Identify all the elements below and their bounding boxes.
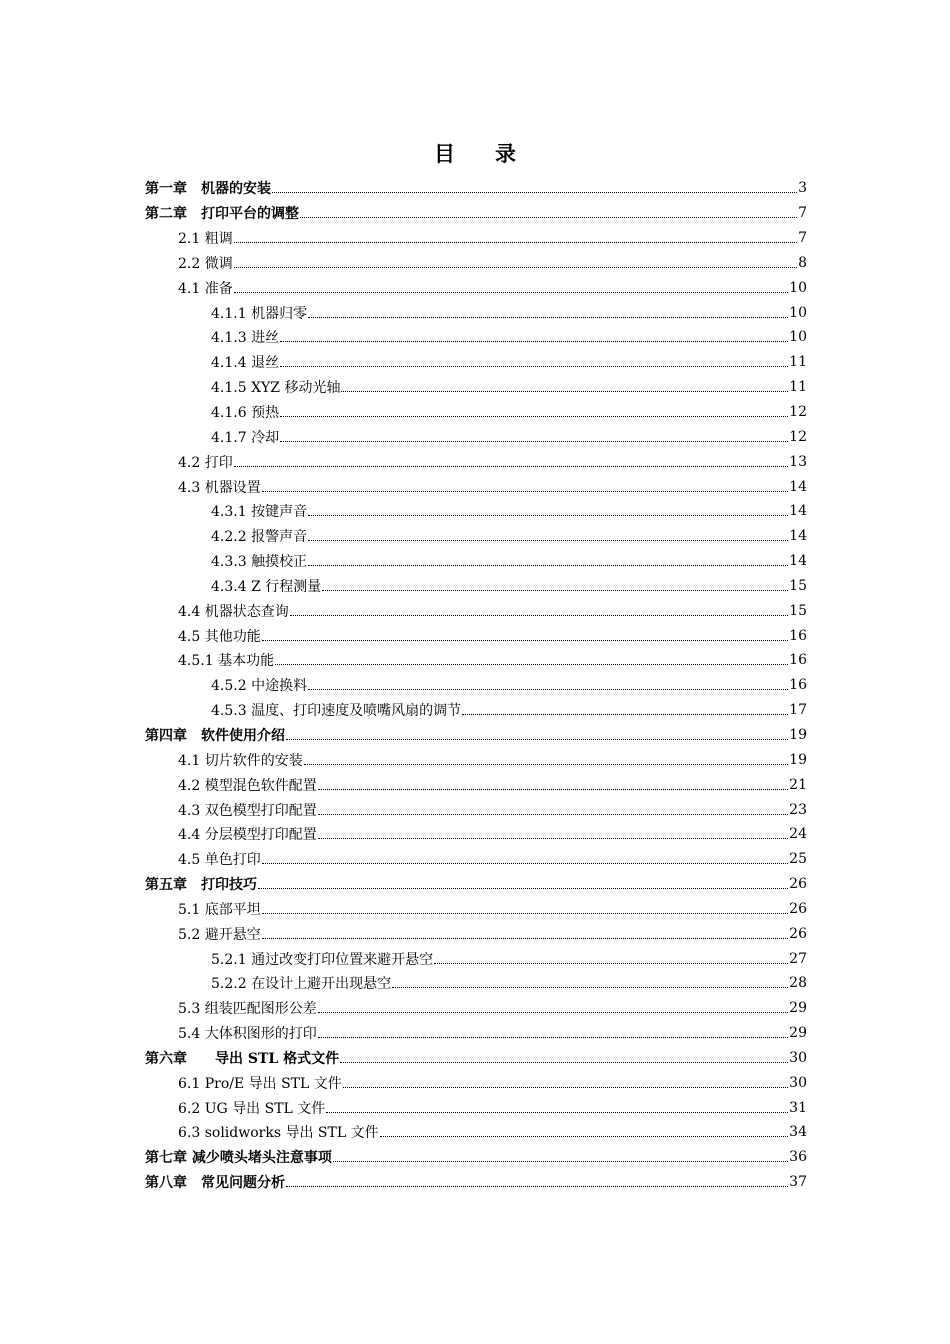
toc-entry-text: 第五章 打印技巧: [145, 877, 257, 894]
toc-entry[interactable]: [145, 1120, 807, 1145]
toc-entry-text: 4.1 准备: [178, 280, 233, 297]
toc-entry[interactable]: [145, 424, 807, 449]
toc-dot-leader: [272, 191, 797, 193]
toc-entry-text: 4.5 其他功能: [178, 628, 261, 645]
toc-dot-leader: [318, 813, 788, 815]
toc-dot-leader: [262, 937, 788, 939]
toc-entry-text: 4.4 分层模型打印配置: [178, 827, 317, 844]
toc-entry-text: 4.5.2 中途换料: [211, 678, 308, 695]
toc-entry-page-number: 16: [789, 652, 807, 669]
toc-entry-text: 4.5 单色打印: [178, 852, 261, 869]
toc-dot-leader: [234, 241, 797, 243]
toc-entry-text: 5.3 组装匹配图形公差: [178, 1001, 317, 1018]
toc-entry-page-number: 19: [789, 726, 807, 743]
toc-entry[interactable]: [145, 1170, 807, 1195]
toc-entry-text: 4.3 双色模型打印配置: [178, 802, 317, 819]
toc-dot-leader: [308, 514, 788, 516]
toc-entry-page-number: 24: [789, 826, 807, 843]
toc-entry-page-number: 26: [789, 900, 807, 917]
toc-entry-page-number: 12: [789, 428, 807, 445]
toc-entry-page-number: 29: [789, 1000, 807, 1017]
toc-dot-leader: [286, 738, 788, 740]
toc-entry-page-number: 26: [789, 876, 807, 893]
toc-entry-page-number: 14: [789, 553, 807, 570]
toc-entry-page-number: 11: [789, 379, 807, 396]
toc-entry[interactable]: [145, 549, 807, 574]
toc-dot-leader: [280, 440, 788, 442]
toc-dot-leader: [318, 788, 788, 790]
toc-entry-page-number: 12: [789, 404, 807, 421]
toc-title-char-2: 录: [495, 141, 516, 166]
toc-entry[interactable]: [145, 698, 807, 723]
toc-entry[interactable]: [145, 1095, 807, 1120]
toc-entry-page-number: 10: [789, 329, 807, 346]
toc-entry[interactable]: [145, 524, 807, 549]
toc-dot-leader: [286, 1185, 788, 1187]
toc-entry-text: 4.2.2 报警声音: [211, 529, 308, 546]
toc-entry-page-number: 7: [798, 230, 807, 247]
toc-entry-page-number: 15: [789, 577, 807, 594]
toc-entry-page-number: 7: [798, 205, 807, 222]
toc-dot-leader: [290, 614, 788, 616]
toc-dot-leader: [434, 962, 788, 964]
toc-entry[interactable]: [145, 921, 807, 946]
toc-entry[interactable]: [145, 946, 807, 971]
toc-entry[interactable]: [145, 772, 807, 797]
toc-dot-leader: [304, 763, 788, 765]
toc-entry[interactable]: [145, 201, 807, 226]
toc-entry-text: 4.1.3 进丝: [211, 330, 280, 347]
toc-entry-page-number: 16: [789, 677, 807, 694]
toc-entry-page-number: 21: [789, 776, 807, 793]
toc-dot-leader: [280, 365, 788, 367]
toc-title: [0, 138, 950, 168]
toc-entry-page-number: 26: [789, 925, 807, 942]
toc-dot-leader: [275, 663, 788, 665]
toc-dot-leader: [308, 316, 788, 318]
toc-entry[interactable]: [145, 400, 807, 425]
toc-entry-page-number: 14: [789, 478, 807, 495]
toc-entry-text: 5.4 大体积图形的打印: [178, 1026, 317, 1043]
toc-dot-leader: [380, 1135, 789, 1137]
toc-entry[interactable]: [145, 176, 807, 201]
toc-dot-leader: [308, 564, 788, 566]
toc-dot-leader: [258, 887, 788, 889]
toc-entry-text: 5.2 避开悬空: [178, 926, 261, 943]
toc-dot-leader: [262, 912, 788, 914]
toc-dot-leader: [234, 465, 788, 467]
toc-entry-page-number: 14: [789, 528, 807, 545]
toc-entry-page-number: 36: [789, 1149, 807, 1166]
toc-dot-leader: [462, 713, 788, 715]
toc-entry-text: 4.2 打印: [178, 454, 233, 471]
toc-entry-text: 6.3 solidworks 导出 STL 文件: [178, 1125, 379, 1142]
toc-entry[interactable]: [145, 723, 807, 748]
toc-entry-text: 4.3.1 按键声音: [211, 504, 308, 521]
toc-entry[interactable]: [145, 474, 807, 499]
toc-entry-page-number: 34: [789, 1124, 807, 1141]
toc-entry-page-number: 17: [789, 702, 807, 719]
toc-dot-leader: [318, 837, 788, 839]
toc-entry[interactable]: [145, 747, 807, 772]
toc-entry-text: 4.5.1 基本功能: [178, 653, 275, 670]
toc-entry-page-number: 29: [789, 1025, 807, 1042]
toc-entry-page-number: 30: [789, 1049, 807, 1066]
toc-entry[interactable]: [145, 350, 807, 375]
toc-entry-text: 4.2 模型混色软件配置: [178, 777, 317, 794]
toc-entry[interactable]: [145, 822, 807, 847]
toc-entry-page-number: 14: [789, 503, 807, 520]
toc-dot-leader: [326, 1111, 788, 1113]
toc-entry-page-number: 31: [789, 1099, 807, 1116]
toc-entry[interactable]: [145, 1070, 807, 1095]
toc-entry[interactable]: [145, 226, 807, 251]
toc-entry[interactable]: [145, 449, 807, 474]
toc-entry[interactable]: [145, 300, 807, 325]
toc-entry[interactable]: [145, 375, 807, 400]
toc-entry[interactable]: [145, 1145, 807, 1170]
toc-entry-text: 4.1 切片软件的安装: [178, 752, 303, 769]
toc-dot-leader: [340, 1061, 788, 1063]
toc-dot-leader: [234, 291, 788, 293]
toc-entry-page-number: 11: [789, 354, 807, 371]
toc-dot-leader: [343, 1086, 788, 1088]
toc-dot-leader: [262, 639, 788, 641]
toc-entry-text: 5.2.1 通过改变打印位置来避开悬空: [211, 951, 434, 968]
toc-entry-page-number: 10: [789, 279, 807, 296]
toc-entry-text: 4.3.4 Z 行程测量: [211, 578, 322, 595]
toc-dot-leader: [234, 266, 797, 268]
toc-dot-leader: [308, 688, 788, 690]
toc-entry-page-number: 37: [789, 1174, 807, 1191]
toc-entry[interactable]: [145, 896, 807, 921]
toc-dot-leader: [280, 415, 788, 417]
toc-entry[interactable]: [145, 598, 807, 623]
toc-entry-page-number: 15: [789, 602, 807, 619]
toc-dot-leader: [280, 340, 788, 342]
toc-entry-text: 第八章 常见问题分析: [145, 1175, 285, 1192]
toc-dot-leader: [262, 490, 788, 492]
toc-entry[interactable]: [145, 872, 807, 897]
toc-entry[interactable]: [145, 996, 807, 1021]
toc-entry[interactable]: [145, 499, 807, 524]
toc-dot-leader: [318, 1011, 788, 1013]
toc-entry-page-number: 16: [789, 627, 807, 644]
toc-entry-text: 第一章 机器的安装: [145, 181, 271, 198]
toc-entry-page-number: 8: [798, 254, 807, 271]
toc-dot-leader: [341, 390, 788, 392]
toc-entry-page-number: 28: [789, 975, 807, 992]
toc-entry[interactable]: [145, 1046, 807, 1071]
toc-entry-text: 第六章 导出 STL 格式文件: [145, 1050, 340, 1067]
toc-entry-text: 4.3 机器设置: [178, 479, 261, 496]
toc-entry-text: 5.1 底部平坦: [178, 901, 261, 918]
table-of-contents: [145, 176, 807, 1195]
toc-entry-text: 4.1.6 预热: [211, 405, 280, 422]
toc-dot-leader: [392, 986, 788, 988]
toc-entry[interactable]: [145, 251, 807, 276]
toc-entry-text: 4.5.3 温度、打印速度及喷嘴风扇的调节: [211, 703, 462, 720]
toc-entry[interactable]: [145, 574, 807, 599]
toc-entry[interactable]: [145, 847, 807, 872]
toc-entry-page-number: 27: [789, 950, 807, 967]
toc-entry-text: 4.1.1 机器归零: [211, 305, 308, 322]
toc-entry[interactable]: [145, 673, 807, 698]
toc-dot-leader: [300, 216, 797, 218]
toc-entry-text: 4.1.4 退丝: [211, 355, 280, 372]
toc-entry-text: 2.2 微调: [178, 255, 233, 272]
toc-dot-leader: [262, 862, 788, 864]
toc-entry[interactable]: [145, 648, 807, 673]
toc-entry-text: 4.3.3 触摸校正: [211, 554, 308, 571]
toc-entry-text: 6.1 Pro/E 导出 STL 文件: [178, 1075, 342, 1092]
toc-entry-page-number: 30: [789, 1074, 807, 1091]
toc-dot-leader: [308, 539, 788, 541]
toc-entry[interactable]: [145, 623, 807, 648]
toc-entry-page-number: 3: [798, 180, 807, 197]
toc-entry-text: 6.2 UG 导出 STL 文件: [178, 1100, 326, 1117]
toc-dot-leader: [318, 1036, 788, 1038]
toc-entry-page-number: 25: [789, 851, 807, 868]
toc-entry-page-number: 13: [789, 453, 807, 470]
toc-dot-leader: [322, 589, 788, 591]
toc-entry-text: 第二章 打印平台的调整: [145, 206, 299, 223]
toc-entry-text: 2.1 粗调: [178, 231, 233, 248]
toc-entry-page-number: 19: [789, 751, 807, 768]
toc-entry[interactable]: [145, 1021, 807, 1046]
toc-entry-text: 4.4 机器状态查询: [178, 603, 289, 620]
toc-entry-page-number: 10: [789, 304, 807, 321]
toc-dot-leader: [333, 1160, 788, 1162]
toc-entry[interactable]: [145, 797, 807, 822]
toc-entry-text: 第七章 减少喷头堵头注意事项: [145, 1150, 332, 1167]
toc-entry-page-number: 23: [789, 801, 807, 818]
toc-entry-text: 5.2.2 在设计上避开出现悬空: [211, 976, 392, 993]
toc-entry[interactable]: [145, 275, 807, 300]
toc-title-char-1: 目: [434, 141, 455, 166]
toc-entry-text: 4.1.5 XYZ 移动光轴: [211, 380, 341, 397]
toc-entry-text: 第四章 软件使用介绍: [145, 727, 285, 744]
toc-entry[interactable]: [145, 325, 807, 350]
toc-entry-text: 4.1.7 冷却: [211, 429, 280, 446]
toc-entry[interactable]: [145, 971, 807, 996]
